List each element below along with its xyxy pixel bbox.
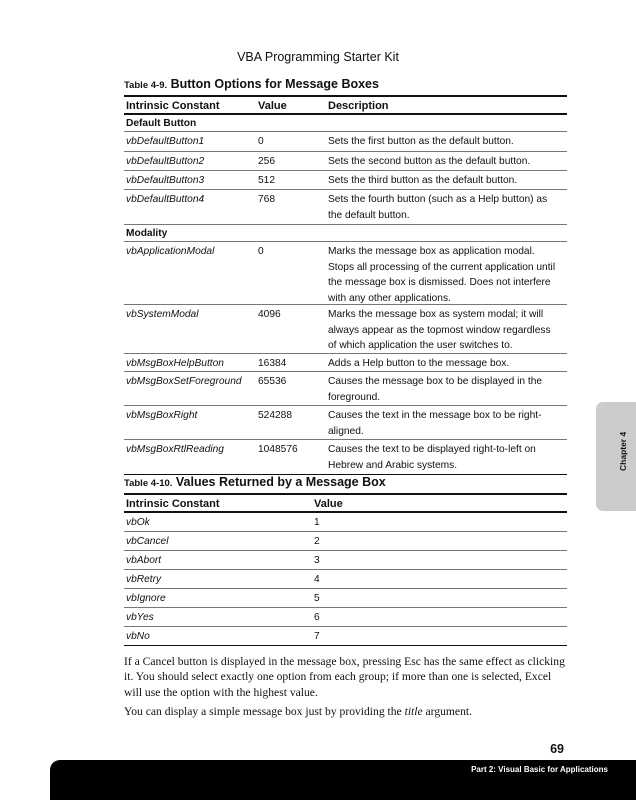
value-cell: 7 (314, 631, 320, 642)
value-cell: 16384 (258, 358, 287, 369)
description-cell: Sets the third button as the default button. (328, 175, 518, 186)
value-cell: 6 (314, 612, 320, 623)
table-row (124, 513, 567, 532)
table-row (124, 242, 567, 305)
value-cell: 1 (314, 517, 320, 528)
table-header-row (124, 495, 567, 513)
table-row (124, 440, 567, 474)
constant-cell: vbMsgBoxRight (126, 410, 198, 421)
footer-bar (50, 760, 636, 800)
table-row (124, 551, 567, 570)
description-cell: Sets the second button as the default button. (328, 156, 531, 167)
table-row (124, 406, 567, 440)
description-cell: Marks the message box as application modal. Stops all processing of the current application until the message box is dismissed. Does not interfere with any other applications. (328, 246, 556, 304)
header-description: Description (328, 100, 389, 112)
paragraph-text: argument. (422, 705, 472, 718)
chapter-tab-label: Chapter 4 (618, 431, 628, 471)
table-row (124, 570, 567, 589)
header-value: Value (314, 498, 343, 510)
table-row (124, 354, 567, 372)
value-cell: 4 (314, 574, 320, 585)
constant-cell: vbApplicationModal (126, 246, 215, 257)
constant-cell: vbRetry (126, 574, 162, 585)
description-cell: Causes the message box to be displayed in the foreground. (328, 376, 543, 403)
chapter-tab (596, 402, 636, 511)
constant-cell: vbNo (126, 631, 150, 642)
footer-section-title: Part 2: Visual Basic for Applications (471, 765, 608, 774)
table-row (124, 627, 567, 645)
constant-cell: vbDefaultButton3 (126, 175, 205, 186)
section-label: Modality (126, 228, 168, 239)
constant-cell: vbDefaultButton1 (126, 136, 205, 147)
description-cell: Sets the first button as the default button. (328, 136, 514, 147)
constant-cell: vbDefaultButton2 (126, 156, 205, 167)
button-options-table (124, 95, 567, 475)
return-values-table (124, 493, 567, 646)
table-4-9-caption (124, 77, 379, 91)
constant-cell: vbAbort (126, 555, 162, 566)
title-argument-term: title (404, 705, 423, 718)
page-number: 69 (550, 742, 564, 756)
description-cell: Causes the text in the message box to be right-aligned. (328, 410, 542, 437)
constant-cell: vbMsgBoxSetForeground (126, 376, 242, 387)
header-intrinsic-constant: Intrinsic Constant (126, 498, 220, 510)
value-cell: 524288 (258, 410, 292, 421)
section-default-button (124, 115, 567, 132)
table-row (124, 532, 567, 551)
body-paragraph: If a Cancel button is displayed in the message box, pressing Esc has the same effect as clicking it. You should select exactly one option from each group; if more than one is selected, Excel will use the option with the highest value. (124, 655, 565, 699)
table-row (124, 372, 567, 406)
constant-cell: vbOk (126, 517, 150, 528)
table-row (124, 305, 567, 354)
table-row (124, 171, 567, 190)
body-paragraph (124, 704, 568, 719)
table-title: Button Options for Message Boxes (170, 77, 379, 91)
table-row (124, 190, 567, 225)
constant-cell: vbSystemModal (126, 309, 199, 320)
constant-cell: vbDefaultButton4 (126, 194, 205, 205)
value-cell: 5 (314, 593, 320, 604)
header-intrinsic-constant: Intrinsic Constant (126, 100, 220, 112)
table-title: Values Returned by a Message Box (175, 475, 386, 489)
constant-cell: vbMsgBoxHelpButton (126, 358, 224, 369)
description-cell: Causes the text to be displayed right-to-left on Hebrew and Arabic systems. (328, 444, 536, 471)
table-row (124, 608, 567, 627)
table-header-row (124, 97, 567, 115)
value-cell: 2 (314, 536, 320, 547)
table-row (124, 589, 567, 608)
constant-cell: vbIgnore (126, 593, 166, 604)
table-number: Table 4-10. (124, 478, 173, 489)
header-value: Value (258, 100, 287, 112)
description-cell: Adds a Help button to the message box. (328, 358, 510, 369)
value-cell: 256 (258, 156, 275, 167)
section-label: Default Button (126, 118, 197, 129)
value-cell: 0 (258, 136, 264, 147)
description-cell: Sets the fourth button (such as a Help button) as the default button. (328, 194, 548, 221)
value-cell: 0 (258, 246, 264, 257)
value-cell: 3 (314, 555, 320, 566)
table-4-10-caption (124, 475, 386, 489)
section-modality (124, 225, 567, 242)
constant-cell: vbMsgBoxRtlReading (126, 444, 224, 455)
table-number: Table 4-9. (124, 80, 168, 91)
table-row (124, 152, 567, 171)
table-row (124, 132, 567, 152)
constant-cell: vbCancel (126, 536, 169, 547)
value-cell: 1048576 (258, 444, 298, 455)
value-cell: 65536 (258, 376, 287, 387)
value-cell: 4096 (258, 309, 281, 320)
paragraph-text: You can display a simple message box just by providing the (124, 705, 405, 718)
description-cell: Marks the message box as system modal; it will always appear as the topmost window regardless of which application the user switches to. (328, 309, 551, 351)
constant-cell: vbYes (126, 612, 154, 623)
running-head: VBA Programming Starter Kit (237, 50, 399, 64)
value-cell: 768 (258, 194, 275, 205)
value-cell: 512 (258, 175, 275, 186)
